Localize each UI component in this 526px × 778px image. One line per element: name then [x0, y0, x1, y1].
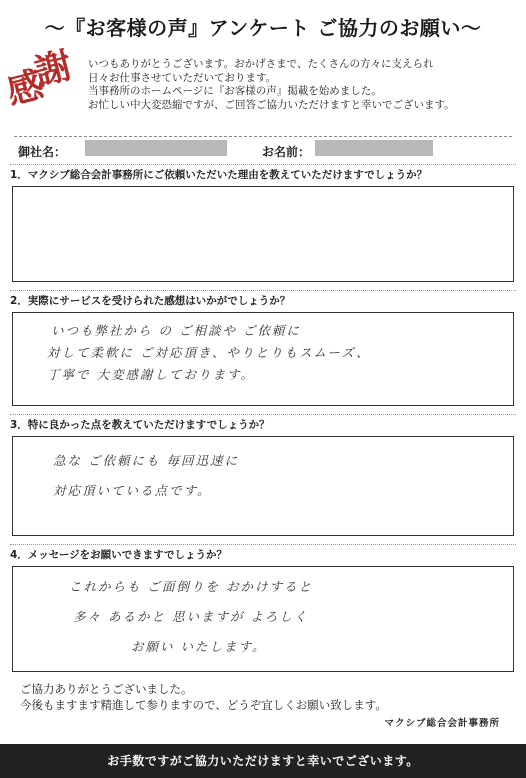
closing-line: 今後もますます精進して参りますので、どうぞ宜しくお願い致します。 [20, 698, 387, 712]
answer-line: これからも ご面倒りを おかけすると [69, 579, 313, 594]
answer-line: 対応頂いている点です。 [53, 483, 212, 498]
answer-line: 丁寧で 大変感謝しております。 [47, 367, 255, 382]
closing-message [20, 681, 387, 713]
question-3-label: 3．特に良かった点を教えていただけますでしょうか？ [10, 419, 270, 431]
divider [14, 136, 512, 137]
answer-line: 多々 あるかと 思いますが よろしく [73, 609, 309, 624]
question-divider [10, 290, 516, 291]
answer-line: 急な ご依頼にも 毎回迅速に [53, 453, 239, 468]
question-divider [10, 544, 516, 545]
name-field-redacted [315, 140, 433, 156]
question-2-answer-box [12, 312, 514, 406]
name-label: お名前： [262, 145, 311, 159]
intro-line: いつもありがとうございます。おかげさまで、たくさんの方々に支えられ [88, 58, 434, 70]
intro-line: 日々お仕事させていただいております。 [88, 71, 277, 84]
closing-line: ご協力ありがとうございました。 [20, 682, 193, 696]
question-1-answer-box [12, 186, 514, 282]
question-4-answer-box [12, 566, 514, 672]
answer-line: いつも弊社から の ご相談や ご依頼に [51, 323, 301, 338]
question-4-label: 4．メッセージをお願いできますでしょうか？ [10, 549, 227, 561]
company-signature: マクシブ総合会計事務所 [384, 718, 500, 729]
company-field-redacted [85, 140, 227, 156]
intro-text [88, 58, 518, 112]
intro-line: 当事務所のホームページに『お客様の声』掲載を始めました。 [88, 85, 382, 97]
question-divider [10, 164, 516, 165]
question-2-label: 2．実際にサービスを受けられた感想はいかがでしょうか？ [10, 295, 291, 307]
intro-line: お忙しい中大変恐縮ですが、ご回答ご協力いただけますと幸いでございます。 [88, 98, 455, 111]
question-divider [10, 414, 516, 415]
answer-line: お願い いたします。 [131, 639, 267, 654]
respondent-info-row [18, 143, 518, 161]
question-3-answer-box [12, 436, 514, 536]
kansha-stamp-logo: 感謝 [2, 45, 73, 113]
answer-line: 対して柔軟に ご対応頂き、やりとりもスムーズ、 [47, 345, 371, 360]
company-label: 御社名： [18, 145, 67, 159]
page-title: ～『お客様の声』アンケート ご協力のお願い～ [44, 16, 482, 40]
footer-banner: お手数ですがご協力いただけますと幸いでございます。 [0, 744, 526, 778]
question-1-label: 1．マクシブ総合会計事務所にご依頼いただいた理由を教えていただけますでしょうか？ [10, 169, 428, 181]
